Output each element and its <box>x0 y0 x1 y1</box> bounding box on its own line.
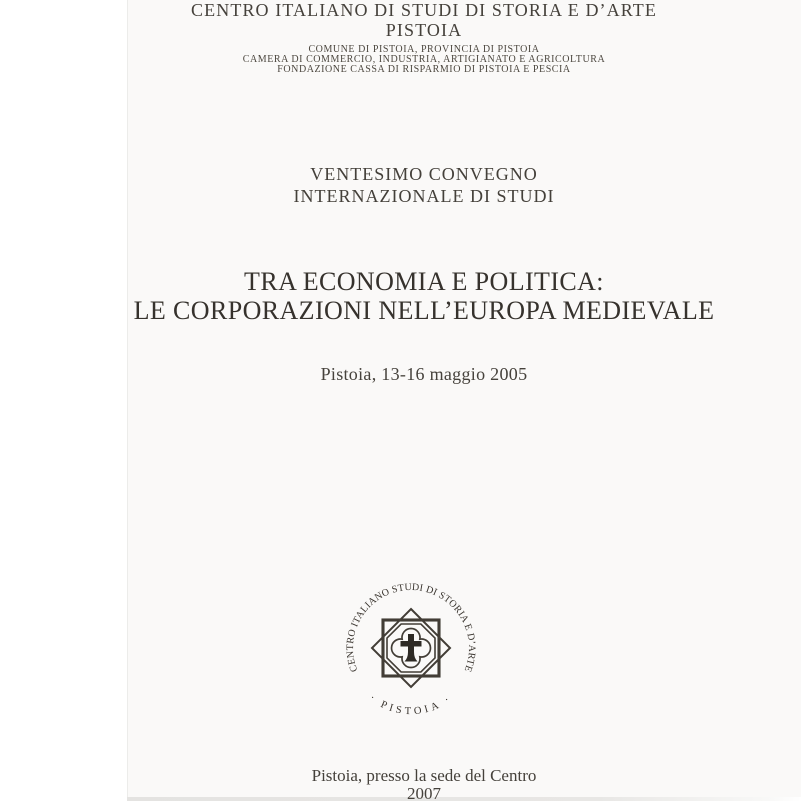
patronage-line: CAMERA DI COMMERCIO, INDUSTRIA, ARTIGIANATO E AGRICOLTURA <box>242 54 606 65</box>
imprint <box>127 767 721 803</box>
title-page-content <box>127 0 721 801</box>
imprint-year: 2007 <box>407 784 441 803</box>
seal-ring-text-bottom: · PISTOIA · <box>367 692 455 718</box>
book-title <box>127 268 721 325</box>
patronage-list <box>127 45 721 75</box>
book-title-line: TRA ECONOMIA E POLITICA: <box>244 267 604 296</box>
patronage-line: FONDAZIONE CASSA DI RISPARMIO DI PISTOIA E PESCIA <box>277 64 571 75</box>
institution-seal <box>321 558 501 738</box>
institution-name: CENTRO ITALIANO DI STUDI DI STORIA E D’ARTE <box>191 0 657 20</box>
patronage-line: COMUNE DI PISTOIA, PROVINCIA DI PISTOIA <box>308 44 540 55</box>
seal-ring-text-top: CENTRO ITALIANO STUDI DI STORIA E D’ARTE <box>344 581 478 674</box>
institution-header <box>127 1 721 40</box>
event-date: Pistoia, 13-16 maggio 2005 <box>320 364 528 384</box>
imprint-place: Pistoia, presso la sede del Centro <box>311 766 537 785</box>
institution-city: PISTOIA <box>385 19 463 40</box>
conference-series <box>127 164 721 207</box>
book-title-line: LE CORPORAZIONI NELL’EUROPA MEDIEVALE <box>133 295 715 325</box>
conference-line: VENTESIMO CONVEGNO <box>310 164 538 184</box>
conference-line: INTERNAZIONALE DI STUDI <box>293 185 555 206</box>
seal-ring-text-bottom-wrap <box>367 693 454 717</box>
seal-cross-icon <box>401 634 422 662</box>
